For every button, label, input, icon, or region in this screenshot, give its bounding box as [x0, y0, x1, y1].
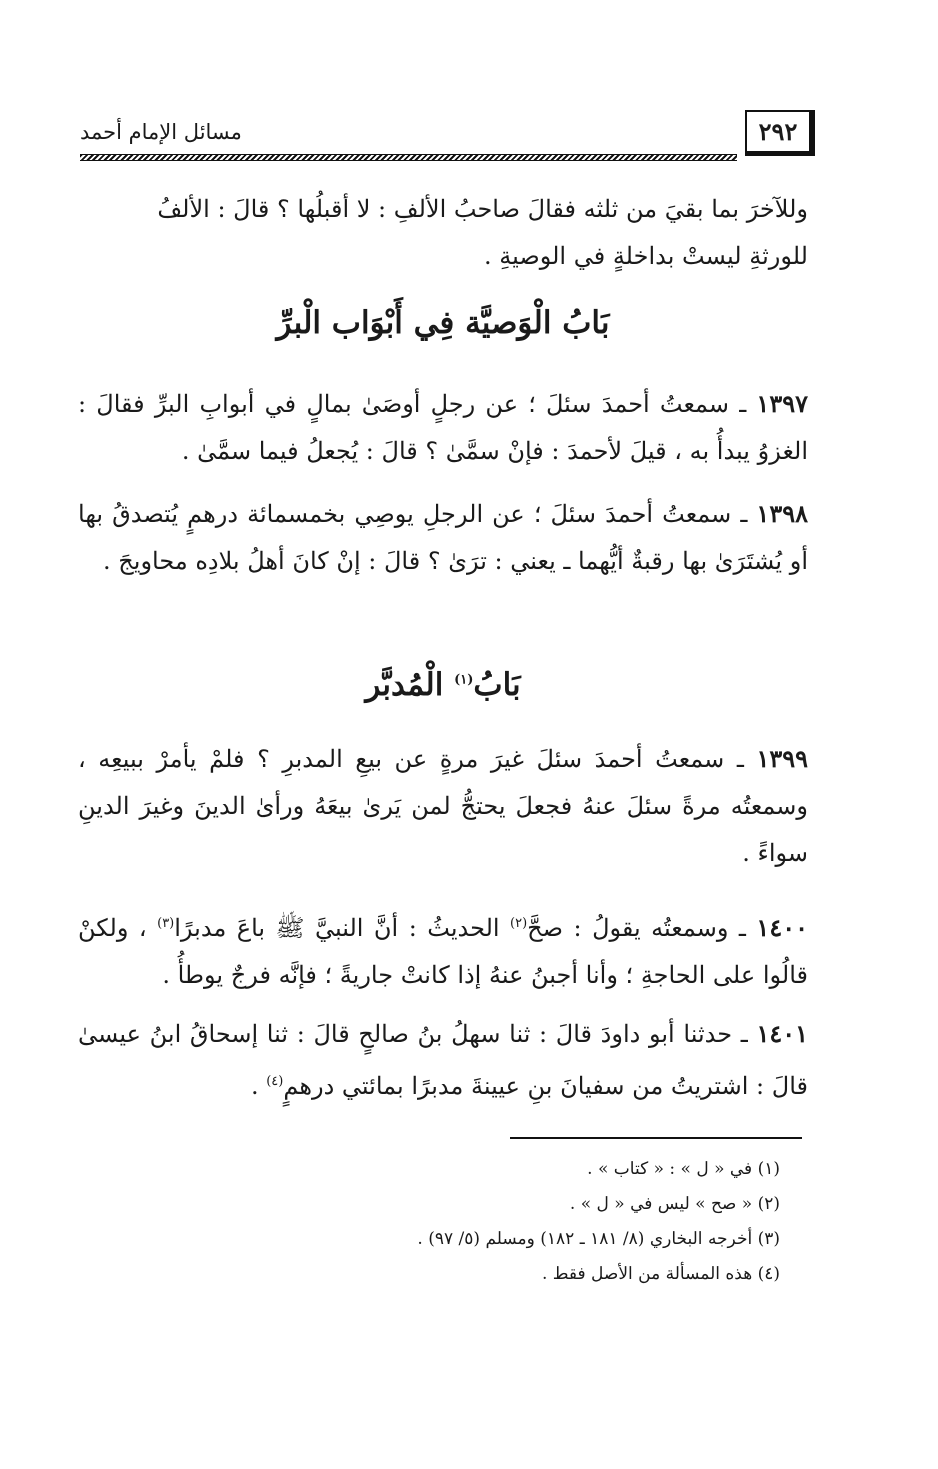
footnote: (١) في « ل » : « كتاب » .: [587, 1159, 780, 1179]
masala-text: الحديثُ : أنَّ النبيَّ ﷺ باعَ مدبرًا: [174, 914, 511, 942]
intro-line: للورثةِ ليستْ بداخلةٍ في الوصيةِ .: [483, 242, 808, 270]
footnote-ref: (٤): [266, 1074, 284, 1089]
footnote-ref: (٣): [157, 916, 175, 931]
footnote: (٤) هذه المسألة من الأصل فقط .: [541, 1264, 780, 1284]
section-heading: [78, 667, 808, 703]
masala-1397: [78, 380, 808, 475]
heading-word: الْمُدبَّر: [365, 667, 444, 703]
masala-text: ـ سمعتُ أحمدَ سئلَ ؛ عن الرجلِ يوصِي بخمسمائة درهمٍ يُتصدقُ بها أو يُشتَرَىٰ بها رقبةٌ أيُّهما ـ يعني : ترَىٰ ؟ قالَ : إنْ كانَ أهلُ بلادِه محاويجَ .: [78, 500, 808, 575]
footnote-divider: [510, 1137, 802, 1139]
masala-1400: [78, 900, 808, 999]
masala-text: ، ولكنْ قالُوا على الحاجةِ ؛ وأنا أجبنُ عنهُ إذا كانتْ جاريةً ؛ فإنَّه فرجٌ يوطأُ .: [78, 914, 808, 989]
section-heading: بَابُ الْوَصيَّة فِي أَبْوَاب الْبرِّ: [276, 305, 610, 341]
masala-text: ـ سمعتُ أحمدَ سئلَ ؛ عن رجلٍ أوصَىٰ بمالٍ في أبوابِ البرِّ فقالَ : الغزوُ يبدأُ به ، قيلَ لأحمدَ : فإنْ سمَّىٰ ؟ قالَ : يُجعلُ فيما سمَّىٰ .: [78, 390, 808, 465]
masala-number: ١٤٠٠: [756, 913, 808, 942]
masala-1401: [78, 1010, 808, 1110]
running-title: مسائل الإمام أحمد: [80, 120, 242, 144]
masala-number: ١٣٩٩: [756, 744, 808, 773]
masala-number: ١٤٠١: [756, 1019, 808, 1048]
footnote-ref: (١): [454, 672, 474, 688]
masala-number: ١٣٩٨: [756, 499, 808, 528]
masala-1398: [78, 490, 808, 585]
masala-text: .: [250, 1072, 267, 1100]
masala-text: ـ وسمعتُه يقولُ : صحَّ: [527, 914, 746, 942]
page-number: ٢٩٢: [745, 110, 815, 156]
masala-text: ـ حدثنا أبو داودَ قالَ : ثنا سهلُ بنُ صالحٍ قالَ : ثنا إسحاقُ ابنُ عيسىٰ قالَ : اشتريتُ من سفيانَ بنِ عيينةَ مدبرًا بمائتي درهمٍ: [78, 1020, 808, 1100]
footnote: (٣) أخرجه البخاري (٨/ ١٨١ ـ ١٨٢) ومسلم (٥/ ٩٧) .: [417, 1229, 780, 1249]
intro-text: [78, 186, 808, 280]
masala-text: ـ سمعتُ أحمدَ سئلَ غيرَ مرةٍ عن بيعِ المدبرِ ؟ فلمْ يأمرْ ببيعِه ، وسمعتُه مرةً سئلَ عنهُ فجعلَ يحتجُّ لمن يَرىٰ بيعَهُ ورأىٰ الدينَ وغيرَ الدينِ سواءً .: [78, 745, 808, 867]
masala-number: ١٣٩٧: [756, 389, 808, 418]
page-header: [80, 110, 815, 160]
masala-1399: [78, 735, 808, 877]
heading-word: بَابُ: [473, 667, 521, 703]
footnote-ref: (٢): [510, 916, 528, 931]
header-divider: [80, 154, 737, 161]
footnote: (٢) « صح » ليس في « ل » .: [569, 1194, 780, 1214]
footnotes: [300, 1152, 780, 1292]
intro-line: وللآخرَ بما بقيَ من ثلثه فقالَ صاحبُ الألفِ : لا أقبلُها ؟ قالَ : الألفُ: [157, 195, 808, 223]
